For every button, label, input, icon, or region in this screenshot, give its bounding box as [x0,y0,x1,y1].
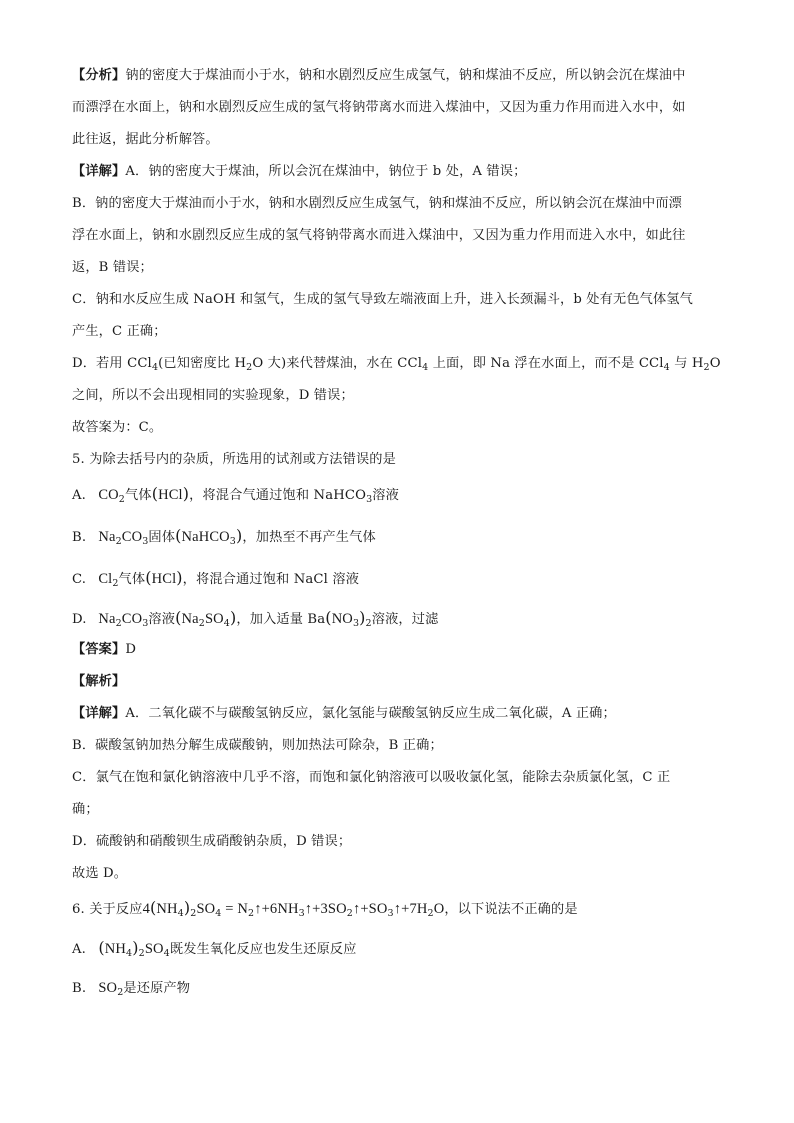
subscript: 3 [229,536,236,547]
option-label: D. [72,612,87,627]
answer-tag: 【答案】 [72,642,126,657]
subscript: 3 [352,618,360,629]
q4-analysis-line-2: 而漂浮在水面上，钠和水剧烈反应生成的氢气将钠带离水而进入煤油中，又因为重力作用而进入水中，如 [72,100,686,115]
detail-a-text: A．钠的密度大于煤油，所以会沉在煤油中，钠位于 b 处，A 错误； [125,164,527,179]
q4-analysis-line-3: 此往返，据此分析解答。 [72,132,219,147]
paren: ( [98,938,105,957]
paren: ) [182,484,190,503]
q5-detail-c-2: 确； [72,802,99,817]
subscript: 4 [223,618,230,629]
subscript: 2 [246,362,253,373]
paren: ) [176,568,183,587]
q4-analysis-line-1 [72,66,732,86]
text: NH [156,901,178,917]
detail-tag: 【详解】 [72,706,126,721]
paren: ( [175,608,182,627]
text: SO [204,611,224,627]
q5-answer [72,640,732,660]
text: ，以下说法不正确的是 [444,902,578,917]
subscript: 2 [115,618,122,629]
subscript: 3 [298,908,305,919]
text: CO [121,529,143,545]
text: Cl [98,571,113,587]
text: 固体 [148,530,176,545]
subscript: 2 [118,494,125,505]
paren: ) [183,898,191,917]
text: SO [196,901,216,917]
subscript: 3 [387,908,394,919]
q4-detail-b-1: B．钠的密度大于煤油而小于水，钠和水剧烈反应生成氢气，钠和煤油不反应，所以钠会沉在煤油中而漂 [72,196,683,211]
text: 既发生氧化反应也发生还原反应 [169,942,357,957]
text: SO [98,980,118,996]
text: ，加热至不再产生气体 [242,530,376,545]
option-label: B. [72,530,87,545]
q4-detail-d-1 [72,354,732,374]
paren: ( [175,526,182,545]
text: CO [121,611,143,627]
subscript: 3 [366,494,373,505]
text: D．若用 CCl [72,356,152,371]
q5-detail-c-1: C．氯气在饱和氯化钠溶液中几乎不溶，而饱和氯化钠溶液可以吸收氯化氢，能除去杂质氯化氢，C 正 [72,770,671,785]
text: ，加入适量 Ba [236,612,326,627]
text: 与 H [669,356,704,371]
q4-detail-a [72,162,732,182]
subscript: 2 [117,987,124,998]
subscript: 2 [365,618,372,629]
subscript: 2 [346,908,353,919]
text: 气体 [118,572,146,587]
text: Na [98,611,116,627]
q5-conclusion: 故选 D。 [72,866,128,881]
text: NO [331,611,353,627]
subscript: 4 [163,948,170,959]
subscript: 2 [190,908,197,919]
q4-conclusion: 故答案为：C。 [72,420,163,435]
text: HCl [158,487,183,503]
paren: ) [229,608,237,627]
text: 溶液，过滤 [371,612,439,627]
text: SO [144,941,164,957]
subscript: 4 [215,908,222,919]
paren: ( [151,484,159,503]
text: (已知密度比 H [158,356,247,371]
text: ↑+SO [352,901,388,917]
q5-explain-tag: 【解析】 [72,674,126,689]
text: O [433,901,445,917]
text: 是还原产物 [123,981,191,996]
q5-detail-d: D．硫酸钠和硝酸钡生成硝酸钠杂质，D 错误； [72,834,352,849]
text: Na [98,529,116,545]
subscript: 4 [177,908,184,919]
text: ↑+3SO [304,901,347,917]
subscript: 2 [138,948,145,959]
text: = N [221,901,248,917]
analysis-text: 钠的密度大于煤油而小于水，钠和水剧烈反应生成氢气，钠和煤油不反应，所以钠会沉在煤油中 [125,68,686,83]
option-label: C. [72,572,87,587]
q5-option-a [72,484,732,506]
q5-option-b [72,526,732,548]
detail-a-text: A．二氧化碳不与碳酸氢钠反应，氯化氢能与碳酸氢钠反应生成二氧化碳，A 正确； [125,706,616,721]
subscript: 3 [142,618,149,629]
option-label: B. [72,981,87,996]
q6-option-b [72,978,732,999]
subscript: 2 [112,578,119,589]
q5-stem: 5. 为除去括号内的杂质，所选用的试剂或方法错误的是 [72,452,396,467]
detail-tag: 【详解】 [72,164,126,179]
subscript: 2 [198,618,205,629]
text: NaHCO [181,529,230,545]
q6-stem [72,898,732,920]
q4-detail-c-1: C．钠和水反应生成 NaOH 和氢气，生成的氢气导致左端液面上升，进入长颈漏斗，b 处有无色气体氢气 [72,292,694,307]
q5-detail-a [72,704,732,724]
text: 气体 [125,488,152,503]
subscript: 2 [703,362,710,373]
text: ，将混合气通过饱和 NaHCO [189,488,367,503]
q4-detail-b-3: 返，B 错误； [72,260,153,275]
q6-option-a [72,938,732,960]
paren: ( [149,898,157,917]
option-label: A. [72,488,87,503]
subscript: 4 [151,362,159,373]
q5-option-d [72,608,732,630]
paren: ( [325,608,332,627]
text: ↑+6NH [254,901,299,917]
q4-detail-b-2: 浮在水面上，钠和水剧烈反应生成的氢气将钠带离水而进入煤油中，又因为重力作用而进入水中，如此往 [72,228,686,243]
subscript: 4 [422,362,429,373]
text: 溶液 [372,488,399,503]
paren: ) [359,608,366,627]
answer-value: D [125,642,137,657]
subscript: 2 [248,908,255,919]
text: CO [98,487,119,503]
text: 上面，即 Na 浮在水面上，而不是 CCl [428,356,664,371]
paren: ) [236,526,243,545]
text: O 大)来代替煤油，水在 CCl [252,356,423,371]
subscript: 2 [115,536,122,547]
option-label: A. [72,942,87,957]
q4-detail-d-2: 之间，所以不会出现相同的实验现象，D 错误； [72,388,354,403]
text: 6. 关于反应 [72,902,143,917]
text: ，将混合通过饱和 NaCl 溶液 [182,572,360,587]
text: 溶液 [148,612,176,627]
subscript: 4 [663,362,670,373]
q5-option-c [72,568,732,590]
q4-detail-c-2: 产生，C 正确； [72,324,167,339]
q5-detail-b: B．碳酸氢钠加热分解生成碳酸钠，则加热法可除杂，B 正确； [72,738,443,753]
text: NH [104,941,126,957]
paren: ) [132,938,139,957]
subscript: 2 [427,908,434,919]
paren: ( [145,568,152,587]
subscript: 3 [142,536,149,547]
analysis-tag: 【分析】 [72,68,126,83]
text: 4 [142,901,150,917]
subscript: 4 [126,948,133,959]
text: ↑+7H [393,901,428,917]
text: Na [181,611,199,627]
text: HCl [151,571,177,587]
text: O [709,356,721,371]
